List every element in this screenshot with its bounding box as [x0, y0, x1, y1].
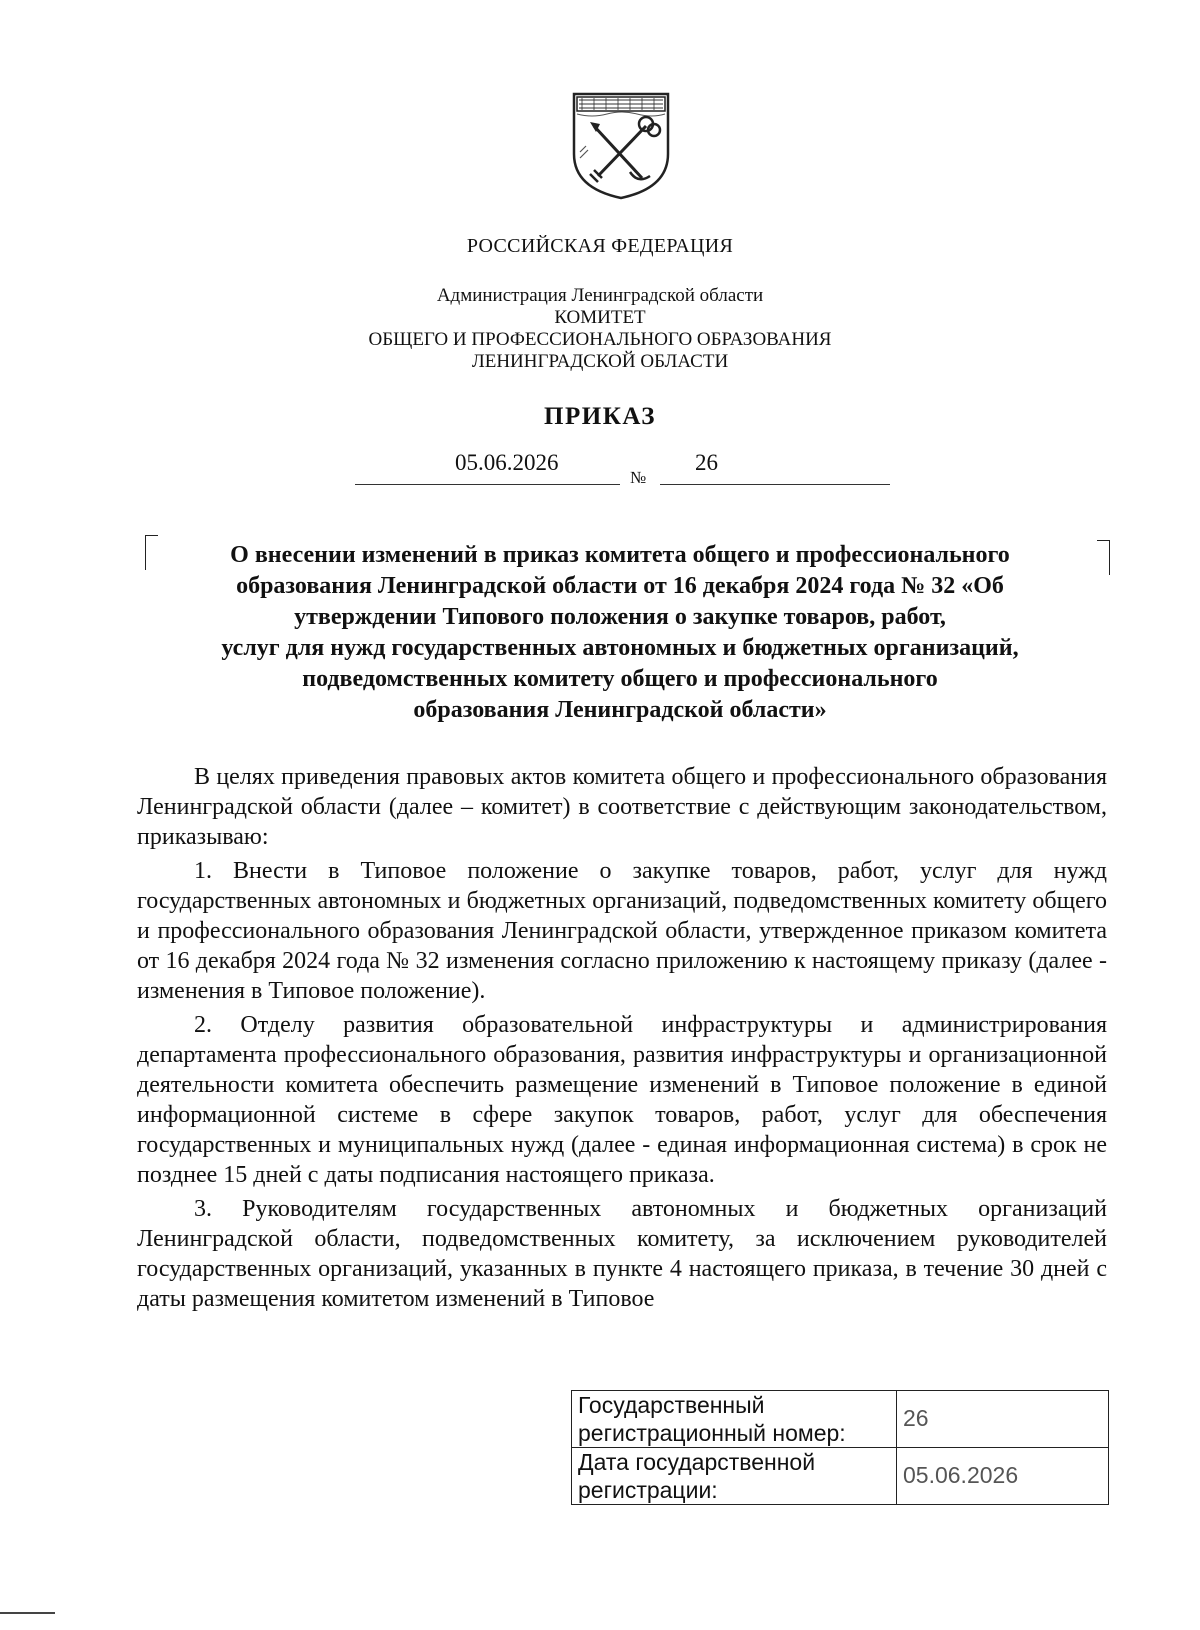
order-subject: [140, 540, 1100, 726]
subject-line: образования Ленинградской области от 16 декабря 2024 года № 32 «Об: [236, 573, 1004, 599]
scan-edge-mark: [0, 1612, 55, 1614]
number-underline: [660, 484, 890, 485]
reg-date-value: 05.06.2026: [897, 1448, 1109, 1505]
order-item-2: 2. Отделу развития образовательной инфраструктуры и администрирования департамента профессионального образования, развития инфраструктуры и организационной деятельности комитета обеспечить размещение изменений в Типовое положение в единой информационной системе в сфере закупок товаров, работ, услуг для обеспечения государственных и муниципальных нужд (далее - единая информационная система) в срок не позднее 15 дней с даты подписания настоящего приказа.: [137, 1012, 1107, 1188]
order-item-3: 3. Руководителям государственных автономных и бюджетных организаций Ленинградской области, подведомственных комитету, за исключением руководителей государственных организаций, указанных в пункте 4 настоящего приказа, в течение 30 дней с даты размещения комитетом изменений в Типовое: [137, 1196, 1107, 1312]
authority-line: КОМИТЕТ: [554, 307, 646, 328]
order-body: [137, 762, 1107, 1318]
date-underline: [355, 484, 620, 485]
order-date: 05.06.2026: [455, 450, 559, 475]
subject-line: утверждении Типового положения о закупке товаров, работ,: [294, 604, 946, 630]
document-type-title: ПРИКАЗ: [544, 403, 656, 430]
country-name: РОССИЙСКАЯ ФЕДЕРАЦИЯ: [466, 235, 734, 257]
authority-line: Администрация Ленинградской области: [436, 285, 764, 306]
issuing-authority: [0, 285, 1200, 373]
subject-line: услуг для нужд государственных автономных и бюджетных организаций,: [221, 635, 1019, 661]
subject-line: О внесении изменений в приказ комитета общего и профессионального: [230, 542, 1010, 568]
coat-of-arms-icon: [572, 92, 670, 200]
authority-line: ОБЩЕГО И ПРОФЕССИОНАЛЬНОГО ОБРАЗОВАНИЯ: [368, 329, 832, 350]
table-row: [572, 1391, 1109, 1448]
table-row: [572, 1448, 1109, 1505]
authority-line: ЛЕНИНГРАДСКОЙ ОБЛАСТИ: [471, 351, 729, 372]
subject-line: подведомственных комитету общего и профессионального: [302, 666, 938, 692]
reg-date-label: Дата государственной регистрации:: [572, 1448, 897, 1505]
order-item-1: 1. Внести в Типовое положение о закупке товаров, работ, услуг для нужд государственных автономных и бюджетных организаций, подведомственных комитету общего и профессионального образования Ленинградской области, утвержденное приказом комитета от 16 декабря 2024 года № 32 изменения согласно приложению к настоящему приказу (далее - изменения в Типовое положение).: [137, 858, 1107, 1004]
number-sign: №: [630, 468, 647, 487]
registration-stamp-table: [571, 1390, 1109, 1505]
intro-paragraph: В целях приведения правовых актов комитета общего и профессионального образования Ленинградской области (далее – комитет) в соответствие с действующим законодательством, приказываю:: [137, 764, 1107, 850]
order-date-number-line: [355, 450, 895, 486]
reg-number-value: 26: [897, 1391, 1109, 1448]
subject-line: образования Ленинградской области»: [413, 697, 827, 723]
order-number: 26: [695, 450, 718, 475]
reg-number-label: Государственный регистрационный номер:: [572, 1391, 897, 1448]
